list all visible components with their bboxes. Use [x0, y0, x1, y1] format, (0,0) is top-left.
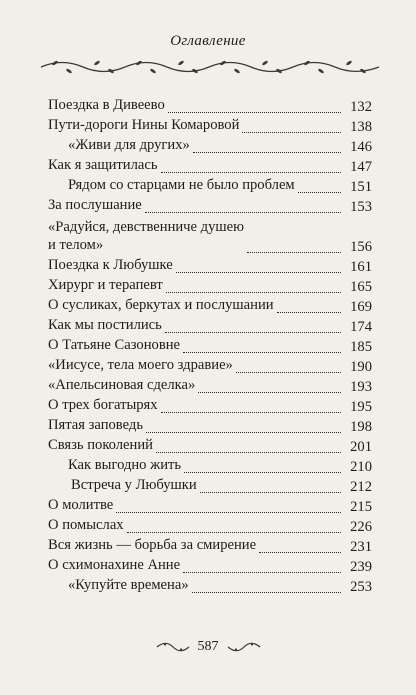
toc-item [48, 135, 372, 155]
toc-item [48, 435, 372, 455]
toc-title: О Татьяне Сазоновне [48, 337, 180, 354]
toc-page-number: 198 [350, 419, 372, 436]
toc-item [48, 215, 372, 255]
dotted-leader [161, 172, 342, 173]
page-number: 587 [197, 639, 219, 654]
toc-page-number: 153 [350, 199, 372, 216]
dotted-leader [176, 272, 341, 273]
toc-title: Как я защитилась [48, 157, 158, 174]
toc-title: О помыслах [48, 517, 124, 534]
toc-page-number: 195 [350, 399, 372, 416]
dotted-leader [166, 292, 341, 293]
toc-page-number: 253 [350, 579, 372, 596]
toc-item [48, 415, 372, 435]
toc-page-number: 151 [350, 179, 372, 196]
toc-title: Пятая заповедь [48, 417, 143, 434]
toc-title: «Купуйте времена» [68, 577, 189, 594]
toc-page-number: 190 [350, 359, 372, 376]
toc-title: Хирург и терапевт [48, 277, 163, 294]
vine-divider-ornament [35, 58, 385, 76]
toc-title: Встреча у Любушки [71, 477, 197, 494]
dotted-leader [192, 592, 341, 593]
toc-title: «Апельсиновая сделка» [48, 377, 196, 394]
toc-item [48, 555, 372, 575]
toc-title: Пути-дороги Нины Комаровой [48, 117, 240, 134]
dotted-leader [165, 332, 341, 333]
toc-page-number: 161 [350, 259, 372, 276]
toc-page-number: 201 [350, 439, 372, 456]
dotted-leader [168, 112, 341, 113]
toc-page-number: 210 [350, 459, 372, 476]
toc-title: Поездка к Любушке [48, 257, 173, 274]
dotted-leader [198, 392, 341, 393]
toc-title: Рядом со старцами не было проблем [68, 177, 295, 194]
toc-page-number: 193 [350, 379, 372, 396]
toc-page-number: 174 [350, 319, 372, 336]
toc-item [48, 515, 372, 535]
toc-item [48, 495, 372, 515]
toc-page-number: 147 [350, 159, 372, 176]
toc-page-number: 215 [350, 499, 372, 516]
toc-item [48, 95, 372, 115]
toc-item [48, 375, 372, 395]
toc-page-number: 226 [350, 519, 372, 536]
toc-page-number: 239 [350, 559, 372, 576]
dotted-leader [116, 512, 341, 513]
toc-page-number: 132 [350, 99, 372, 116]
table-of-contents-list [48, 95, 372, 595]
toc-title: Связь поколений [48, 437, 153, 454]
toc-title: Как мы постились [48, 317, 162, 334]
page-footer [0, 635, 416, 659]
dotted-leader [146, 432, 341, 433]
toc-page-number: 165 [350, 279, 372, 296]
dotted-leader [200, 492, 341, 493]
toc-page-number: 212 [350, 479, 372, 496]
toc-item [48, 275, 372, 295]
toc-item [48, 315, 372, 335]
dotted-leader [184, 472, 341, 473]
footer-center-group [145, 635, 271, 659]
toc-item [48, 295, 372, 315]
dotted-leader [298, 192, 341, 193]
toc-page-number: 185 [350, 339, 372, 356]
toc-item [48, 175, 372, 195]
toc-item [48, 535, 372, 555]
toc-item [48, 115, 372, 135]
dotted-leader [127, 532, 341, 533]
dotted-leader [247, 252, 341, 253]
toc-item [48, 575, 372, 595]
toc-page-number: 231 [350, 539, 372, 556]
toc-title: О молитве [48, 497, 114, 514]
left-footer-ornament-icon [156, 641, 190, 653]
toc-item [48, 255, 372, 275]
dotted-leader [161, 412, 341, 413]
right-footer-ornament-icon [227, 641, 261, 653]
toc-title: О схимонахине Анне [48, 557, 181, 574]
toc-title: О трех богатырях [48, 397, 158, 414]
toc-page-number: 138 [350, 119, 372, 136]
toc-item [48, 395, 372, 415]
toc-item [48, 455, 372, 475]
dotted-leader [156, 452, 341, 453]
toc-title: О сусликах, беркутах и послушании [48, 297, 274, 314]
toc-item [48, 155, 372, 175]
toc-page-number: 169 [350, 299, 372, 316]
toc-item [48, 335, 372, 355]
toc-title: «Живи для других» [68, 137, 190, 154]
toc-item [48, 355, 372, 375]
toc-title: «Радуйся, девственниче душею и телом» [48, 219, 244, 254]
toc-title: За послушание [48, 197, 142, 214]
toc-item [48, 475, 372, 495]
dotted-leader [236, 372, 341, 373]
contents-heading: Оглавление [170, 33, 246, 49]
dotted-leader [277, 312, 341, 313]
toc-title: Как выгодно жить [68, 457, 182, 474]
toc-page-number: 156 [350, 239, 372, 256]
toc-item [48, 195, 372, 215]
dotted-leader [183, 572, 341, 573]
toc-title: «Иисусе, тела моего здравие» [48, 357, 233, 374]
dotted-leader [242, 132, 341, 133]
toc-title: Вся жизнь — борьба за смирение [48, 537, 257, 554]
dotted-leader [259, 552, 341, 553]
toc-title: Поездка в Дивеево [48, 97, 165, 114]
dotted-leader [193, 152, 341, 153]
dotted-leader [183, 352, 341, 353]
toc-page-number: 146 [350, 139, 372, 156]
dotted-leader [145, 212, 341, 213]
